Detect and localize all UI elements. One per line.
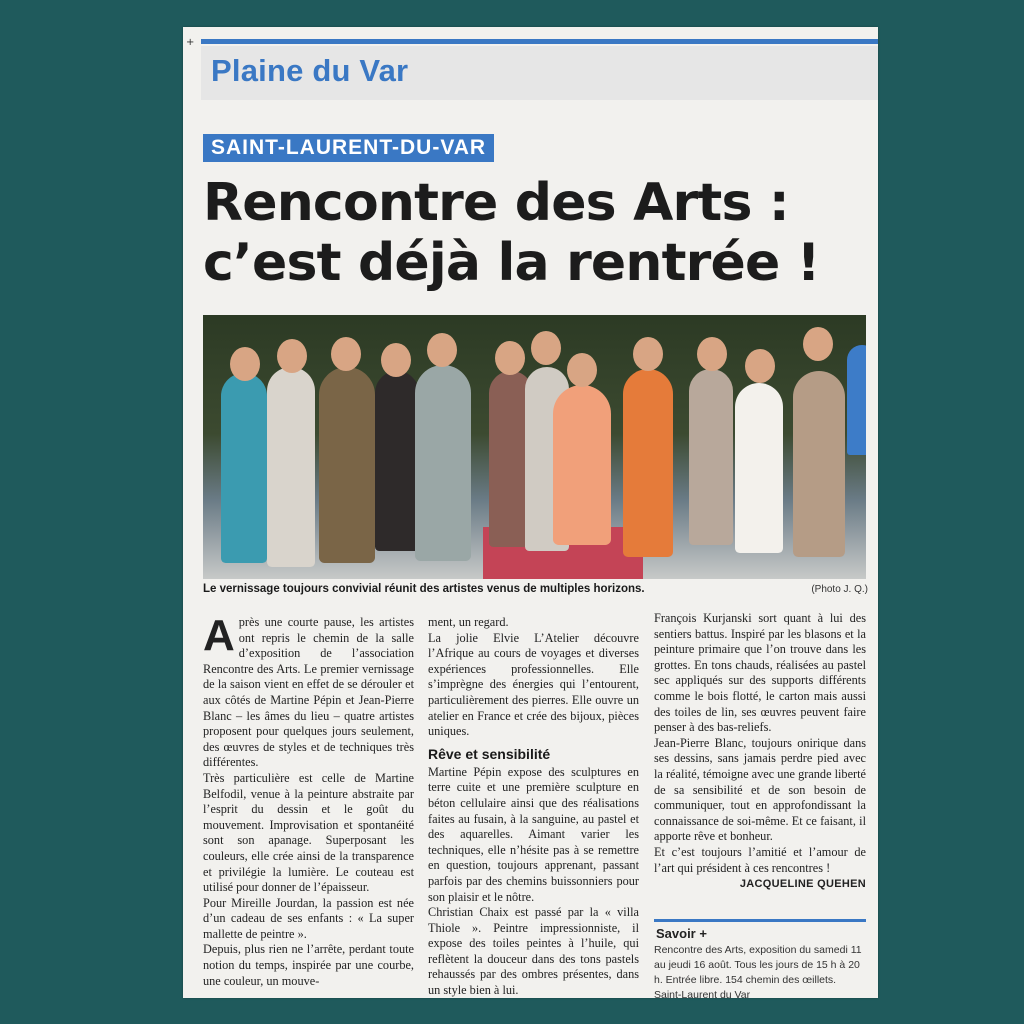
paragraph: Martine Pépin expose des sculptures en terre cuite et une première sculpture en béton cellulaire ainsi que des réalisations faites au fusain, à la sanguine, au pastel et des aquarelles. Aimant varier les techniques, elle n’hésite pas à se remettre en question, toujours apprenant, passant parfois par des chemins buissonniers pour son plaisir et le nôtre. bbox=[428, 764, 639, 904]
person-figure bbox=[793, 371, 845, 557]
subheading: Rêve et sensibilité bbox=[428, 745, 551, 762]
section-title: Plaine du Var bbox=[211, 53, 409, 88]
paragraph: Très particulière est celle de Martine Belfodil, venue à la peinture abstraite par l’esprit du dessin et le goût du mouvement. Improvisation et spontanéité sont son apanage. Superposant les couleurs, elle crée ainsi de la transparence et privilégie la lumière. Le couteau est utilisé pour donner de l’épaisseur. bbox=[203, 770, 414, 895]
paragraph: Pour Mireille Jourdan, la passion est née d’un cadeau de ses enfants : « La super mallette de peintre ». bbox=[203, 895, 414, 941]
savoir-info: Rencontre des Arts, exposition du samedi 11 au jeudi 16 août. Tous les jours de 15 h à 20 h. Entrée libre. 154 chemin des œillets. Saint-Laurent du Var bbox=[654, 944, 862, 1001]
paragraph: La jolie Elvie L’Atelier découvre l’Afrique au cours de voyages et diverses expériences professionnelles. Elle s’imprègne des énergies qui l’entourent, particulièrement des pierres. Elle ouvre un atelier en France et crée des bijoux, pièces uniques. bbox=[428, 630, 639, 739]
person-figure bbox=[267, 367, 315, 567]
person-head bbox=[277, 339, 307, 373]
savoir-title: Savoir + bbox=[656, 926, 707, 941]
person-figure bbox=[319, 367, 375, 563]
photo-credit: (Photo J. Q.) bbox=[811, 584, 868, 595]
person-figure bbox=[689, 369, 733, 545]
paragraph: près une courte pause, les artistes ont repris le chemin de la salle d’exposition de l’association Rencontre des Arts. Le premier vernissage de la saison vient en effet de se dérouler et aux côtés de Martine Pépin et Jean-Pierre Blanc – les âmes du lieu – quatre artistes proposent pour quelques jours seulement, des œuvres de styles et de techniques très différentes. bbox=[203, 615, 414, 770]
person-figure bbox=[623, 369, 673, 557]
person-figure bbox=[375, 371, 419, 551]
paragraph: Depuis, plus rien ne l’arrête, perdant toute notion du temps, inspirée par une courbe, une couleur, un mouve- bbox=[203, 942, 414, 988]
newspaper-page bbox=[183, 27, 878, 1001]
person-head bbox=[803, 327, 833, 361]
paragraph: ment, un regard. bbox=[428, 615, 509, 629]
person-figure bbox=[847, 345, 866, 455]
article-column-2 bbox=[428, 615, 639, 999]
person-head bbox=[531, 331, 561, 365]
paragraph: Et c’est toujours l’amitié et l’amour de l’art qui président à ces rencontres ! bbox=[654, 844, 866, 875]
person-figure bbox=[415, 365, 471, 561]
person-head bbox=[495, 341, 525, 375]
person-figure bbox=[735, 383, 783, 553]
person-figure bbox=[221, 373, 267, 563]
paragraph: François Kurjanski sort quant à lui des sentiers battus. Inspiré par les blasons et la peinture primaire que l’on trouve dans les grottes. En tons chauds, réalisées au pastel sec appliqués sur des supports différents comme le bois flotté, le carton mais aussi des toiles de lin, ses œuvres peuvent faire penser à des bas-reliefs. bbox=[654, 611, 866, 735]
person-head bbox=[697, 337, 727, 371]
photo-caption: Le vernissage toujours convivial réunit des artistes venus de multiples horizons. bbox=[203, 583, 645, 595]
person-figure bbox=[553, 385, 611, 545]
article-column-1 bbox=[203, 611, 414, 989]
location-kicker: SAINT-LAURENT-DU-VAR bbox=[203, 134, 494, 162]
savoir-rule bbox=[654, 919, 866, 922]
author-byline: JACQUELINE QUEHEN bbox=[739, 878, 866, 891]
drop-cap: A bbox=[203, 611, 235, 660]
person-head bbox=[633, 337, 663, 371]
person-head bbox=[381, 343, 411, 377]
paragraph: Christian Chaix est passé par la « villa Thiole ». Peintre impressionniste, il expose des toiles peintes à l’huile, qui reflètent la douceur dans des tons pastels rehaussés par des ombres présentes, dans un style bien à lui. bbox=[428, 905, 639, 998]
group-photo bbox=[203, 315, 866, 579]
person-head bbox=[745, 349, 775, 383]
person-head bbox=[567, 353, 597, 387]
person-head bbox=[427, 333, 457, 367]
person-head bbox=[331, 337, 361, 371]
person-head bbox=[230, 347, 260, 381]
top-rule bbox=[201, 39, 878, 44]
paragraph: Jean-Pierre Blanc, toujours onirique dans ses dessins, sans jamais perdre pied avec la réalité, témoigne avec une grande liberté de sa sensibilité et de son besoin de communiquer, tout en approfondissant la connaissance de soi-même. Et ce faisant, il apporte rêve et bonheur. bbox=[654, 735, 867, 844]
article-column-3 bbox=[654, 611, 866, 890]
headline: Rencontre des Arts : c’est déjà la rentrée ! bbox=[203, 173, 820, 293]
registration-mark: + bbox=[186, 37, 195, 48]
